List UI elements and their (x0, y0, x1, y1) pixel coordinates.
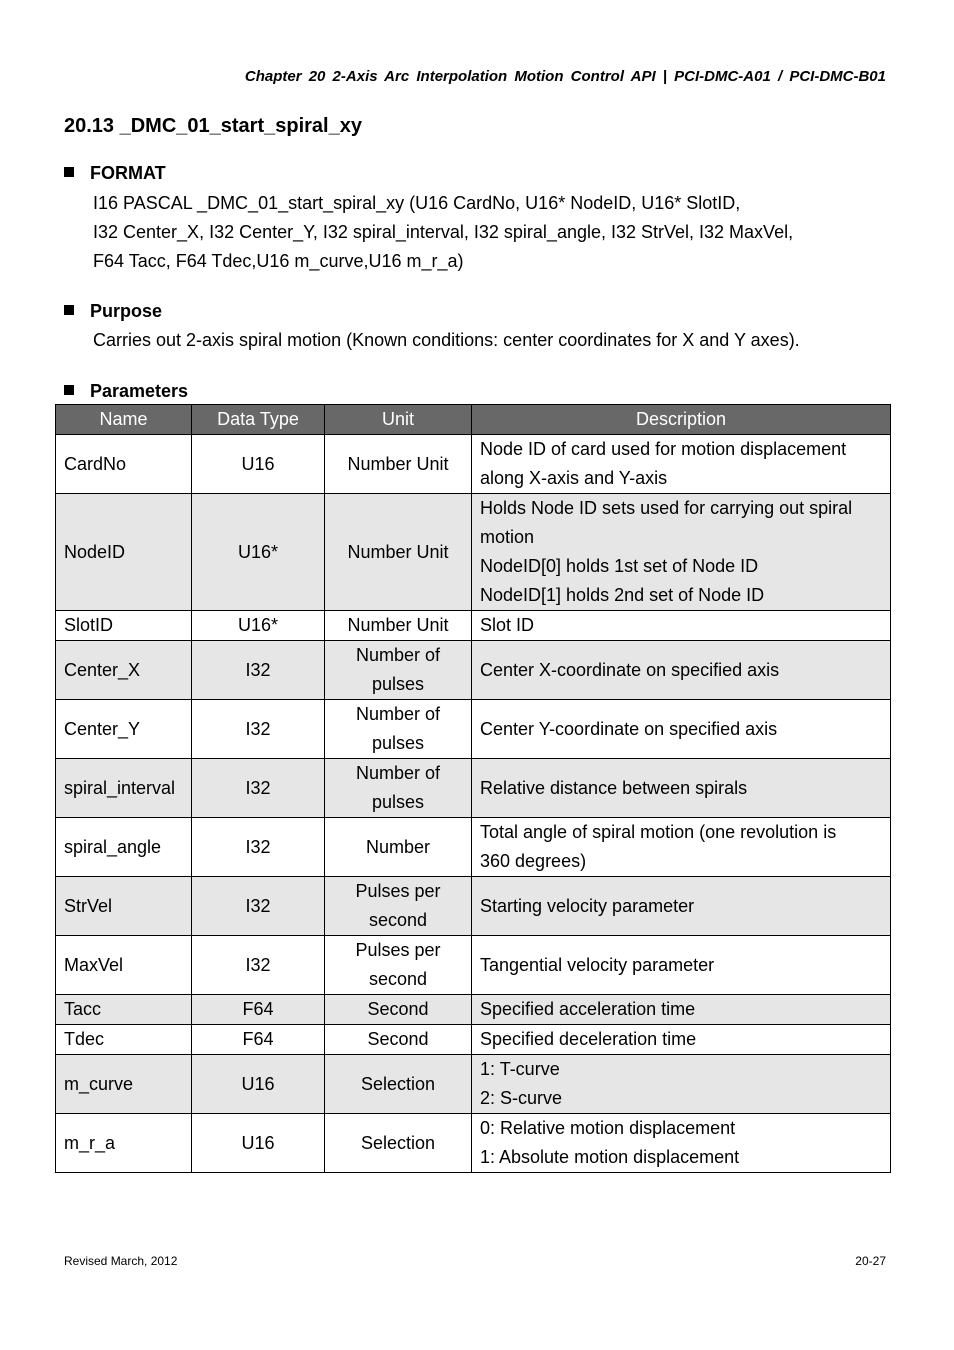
param-unit-cell (325, 494, 472, 611)
param-name-cell: StrVel (56, 877, 192, 936)
param-unit-cell (325, 700, 472, 759)
param-unit-line: Number (365, 836, 431, 857)
section-title: 20.13 _DMC_01_start_spiral_xy (64, 115, 362, 137)
param-type-cell: I32 (192, 641, 325, 700)
param-unit-line: second (368, 910, 428, 930)
param-name-cell: CardNo (56, 435, 192, 494)
param-unit-cell (325, 877, 472, 936)
param-name-cell: m_r_a (56, 1114, 192, 1173)
param-unit-cell (325, 611, 472, 641)
param-description-line: 1: T-curve (480, 1059, 560, 1079)
param-unit-line: Number of (355, 704, 441, 724)
param-description-cell (472, 435, 891, 494)
table-row (56, 435, 891, 494)
table-row (56, 936, 891, 995)
param-unit-cell (325, 995, 472, 1025)
param-type-cell: I32 (192, 818, 325, 877)
footer-page-number: 20-27 (855, 1254, 886, 1268)
column-header-name: Name (56, 405, 192, 435)
param-description-cell (472, 700, 891, 759)
param-unit-line: Pulses per (355, 940, 441, 960)
param-description-line: Center X-coordinate on specified axis (480, 659, 780, 680)
param-unit-line: Number Unit (347, 453, 449, 474)
column-header-data-type: Data Type (192, 405, 325, 435)
param-description-cell (472, 759, 891, 818)
param-unit-line: Number Unit (347, 615, 449, 635)
param-description-line: Node ID of card used for motion displacement (480, 439, 847, 459)
param-description-cell (472, 611, 891, 641)
param-type-cell: U16* (192, 611, 325, 641)
param-description-line: Starting velocity parameter (480, 895, 695, 916)
param-description-cell (472, 818, 891, 877)
param-description-cell (472, 1114, 891, 1173)
param-unit-cell (325, 435, 472, 494)
param-unit-line: Selection (360, 1132, 436, 1153)
page-header: Chapter 20 2-Axis Arc Interpolation Motion Control API | PCI-DMC-A01 / PCI-DMC-B01 (244, 68, 886, 85)
column-header-unit: Unit (325, 405, 472, 435)
param-unit-line: Second (367, 1029, 429, 1049)
table-row (56, 611, 891, 641)
format-line: I16 PASCAL _DMC_01_start_spiral_xy (U16 CardNo, U16* NodeID, U16* SlotID, (93, 193, 741, 213)
param-name-cell: spiral_angle (56, 818, 192, 877)
parameters-heading (64, 381, 188, 402)
param-description-line: Total angle of spiral motion (one revolution is (480, 822, 837, 842)
param-description-line: NodeID[0] holds 1st set of Node ID (480, 556, 759, 576)
param-name-cell: Center_Y (56, 700, 192, 759)
table-header-row (56, 405, 891, 435)
param-name-cell: Tdec (56, 1025, 192, 1055)
column-header-description: Description (472, 405, 891, 435)
param-description-line: Center Y-coordinate on specified axis (480, 718, 778, 739)
bullet-square-icon (64, 305, 74, 315)
parameters-table (55, 404, 891, 1173)
param-name-cell: Tacc (56, 995, 192, 1025)
param-unit-line: Selection (360, 1073, 436, 1094)
param-description-cell (472, 1055, 891, 1114)
bullet-square-icon (64, 385, 74, 395)
param-description-cell (472, 936, 891, 995)
table-row (56, 877, 891, 936)
param-name-cell: NodeID (56, 494, 192, 611)
table-row (56, 494, 891, 611)
param-type-cell: U16 (192, 435, 325, 494)
param-name-cell: SlotID (56, 611, 192, 641)
param-description-cell (472, 494, 891, 611)
param-type-cell: I32 (192, 759, 325, 818)
param-description-line: 0: Relative motion displacement (480, 1118, 736, 1138)
table-row (56, 1114, 891, 1173)
param-unit-line: Number of (355, 645, 441, 665)
param-type-cell: F64 (192, 1025, 325, 1055)
format-line: F64 Tacc, F64 Tdec,U16 m_curve,U16 m_r_a) (93, 251, 464, 271)
footer-revision: Revised March, 2012 (64, 1254, 178, 1268)
table-row (56, 700, 891, 759)
param-type-cell: I32 (192, 700, 325, 759)
param-unit-cell (325, 936, 472, 995)
param-unit-cell (325, 759, 472, 818)
table-row (56, 759, 891, 818)
param-unit-line: Number of (355, 763, 441, 783)
param-description-cell (472, 1025, 891, 1055)
table-row (56, 641, 891, 700)
param-name-cell: spiral_interval (56, 759, 192, 818)
param-unit-cell (325, 641, 472, 700)
purpose-heading-label: Purpose (90, 301, 163, 321)
param-description-line: Holds Node ID sets used for carrying out spiral (480, 498, 853, 518)
param-description-line: NodeID[1] holds 2nd set of Node ID (480, 585, 765, 605)
param-unit-cell (325, 1025, 472, 1055)
table-row (56, 995, 891, 1025)
parameters-table-body (56, 435, 891, 1173)
purpose-text: Carries out 2-axis spiral motion (Known conditions: center coordinates for X and Y axes). (93, 330, 800, 350)
param-description-cell (472, 995, 891, 1025)
param-description-line: Slot ID (480, 615, 535, 635)
param-unit-line: Number Unit (347, 541, 449, 562)
param-unit-cell (325, 818, 472, 877)
format-signature (93, 189, 793, 276)
param-description-cell (472, 877, 891, 936)
param-unit-cell (325, 1055, 472, 1114)
param-unit-line: Pulses per (355, 881, 441, 901)
param-unit-line: pulses (371, 792, 425, 812)
param-description-line: 2: S-curve (480, 1088, 563, 1108)
param-unit-cell (325, 1114, 472, 1173)
param-unit-line: Second (367, 999, 429, 1019)
param-name-cell: Center_X (56, 641, 192, 700)
param-name-cell: m_curve (56, 1055, 192, 1114)
param-type-cell: U16 (192, 1055, 325, 1114)
param-unit-line: second (368, 969, 428, 989)
format-heading-label: FORMAT (90, 163, 166, 183)
param-description-line: Tangential velocity parameter (480, 954, 715, 975)
param-type-cell: I32 (192, 936, 325, 995)
param-description-line: motion (480, 527, 535, 547)
param-description-cell (472, 641, 891, 700)
param-type-cell: U16* (192, 494, 325, 611)
table-row (56, 1055, 891, 1114)
param-description-line: Relative distance between spirals (480, 777, 748, 798)
param-description-line: 1: Absolute motion displacement (480, 1147, 740, 1167)
table-row (56, 1025, 891, 1055)
param-unit-line: pulses (371, 733, 425, 753)
param-name-cell: MaxVel (56, 936, 192, 995)
param-description-line: 360 degrees) (480, 851, 587, 871)
param-description-line: Specified acceleration time (480, 999, 696, 1019)
purpose-heading (64, 301, 162, 322)
parameters-heading-label: Parameters (90, 381, 189, 401)
bullet-square-icon (64, 167, 74, 177)
param-type-cell: U16 (192, 1114, 325, 1173)
format-heading (64, 163, 166, 184)
format-line: I32 Center_X, I32 Center_Y, I32 spiral_interval, I32 spiral_angle, I32 StrVel, I32 MaxVel, (93, 222, 794, 242)
param-type-cell: F64 (192, 995, 325, 1025)
param-type-cell: I32 (192, 877, 325, 936)
table-row (56, 818, 891, 877)
param-unit-line: pulses (371, 674, 425, 694)
param-description-line: Specified deceleration time (480, 1029, 697, 1049)
param-description-line: along X-axis and Y-axis (480, 468, 668, 488)
